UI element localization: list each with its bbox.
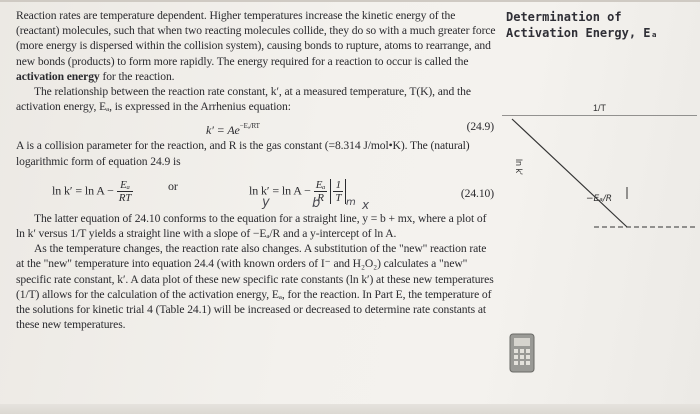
arrhenius-graph [502,115,697,255]
one-over-t-fraction [333,179,343,204]
eq1-text: k′ = Ae [206,123,240,138]
handwritten-y: y [262,194,270,210]
frac-r-den: R [317,191,324,204]
equation-24-9 [16,116,496,138]
p1-end: for the reaction. [102,69,175,83]
calculator-icon [509,333,535,373]
eq2-left-text: ln k′ = ln A − [52,183,114,198]
p1-text: Reaction rates are temperature dependent. Higher temperatures increase the kinetic energy of the (reactant) molecules, such that when two reacting molecules collide, they do so with a much greater force (more energy is dispersed within the collision system), causing bonds to rupture, atoms to rearrange, and new bonds (products) to form more rapidly. The energy required for a reaction to occur is called the [16,9,496,68]
frac-num: Eₐ [117,179,134,192]
paragraph-1 [16,8,496,84]
handwritten-x: x [362,197,370,212]
paragraph-5: As the temperature changes, the reaction rate also changes. A substitution of the "new" reaction rate at the "new" temperature into equation 24.4 (with known orders of I⁻ and H₂O₂) calculates a "new" specific rate constant, k′. A data plot of these new specific rate constants (ln k′) at these new temperatures (1/T) allows for the calculation of the activation energy, Eₐ, for the reaction. In Part E, the temperature of the solutions for kinetic trial 4 (Table 24.1) will be increased or decreased to determine rate constants at these new temperatures. [16,242,494,332]
eq2-right-text: ln k′ = ln A − [249,183,311,198]
title-line-1: Determination of [506,10,622,24]
sidebar-title [506,9,696,41]
eq1-exponent: −Eₐ/RT [239,122,260,131]
graph-slope-line [512,119,627,227]
handwritten-m: m [346,196,356,208]
body-text [16,8,496,332]
arrhenius-equation [206,119,260,138]
graph-slope-label: −Eₐ/R [586,194,613,204]
frac-r-num: Eₐ [315,178,326,191]
eq2-or: or [168,178,178,193]
log-equation-left [52,179,133,204]
graph-y-axis-label: ln k′ [514,159,524,175]
paragraph-4: The latter equation of 24.10 conforms to the equation for a straight line, y = b + mx, where a plot of ln k′ versus 1/T yields a straight line with a slope of −Eₐ/R and a y-intercept of ln A. [16,211,487,241]
paragraph-3: A is a collision parameter for the reaction, and R is the gas constant (=8.314 J/mol•K). The (natural) logarithmic form of equation 24.9 is [16,139,470,168]
activation-energy-term: activation energy [16,69,100,83]
frac-t: T [335,191,342,204]
frac-den: RT [118,191,132,204]
handwritten-b: b [312,195,321,211]
top-rule [0,0,700,2]
one-over-t-bracket [330,179,346,204]
equation-24-10 [16,171,496,211]
ea-over-rt-fraction [117,179,134,204]
eq1-number: (24.9) [466,120,494,134]
title-line-2: Activation Energy, Eₐ [506,26,658,40]
graph-x-axis-label: 1/T [593,103,607,113]
eq2-number: (24.10) [460,186,494,200]
frac-one: 1 [333,179,343,192]
paragraph-2: The relationship between the reaction rate constant, k′, at a measured temperature, T(K), and the activation energy, Eₐ, is expressed in the Arrhenius equation: [16,85,471,114]
page-bottom-edge [0,404,700,414]
